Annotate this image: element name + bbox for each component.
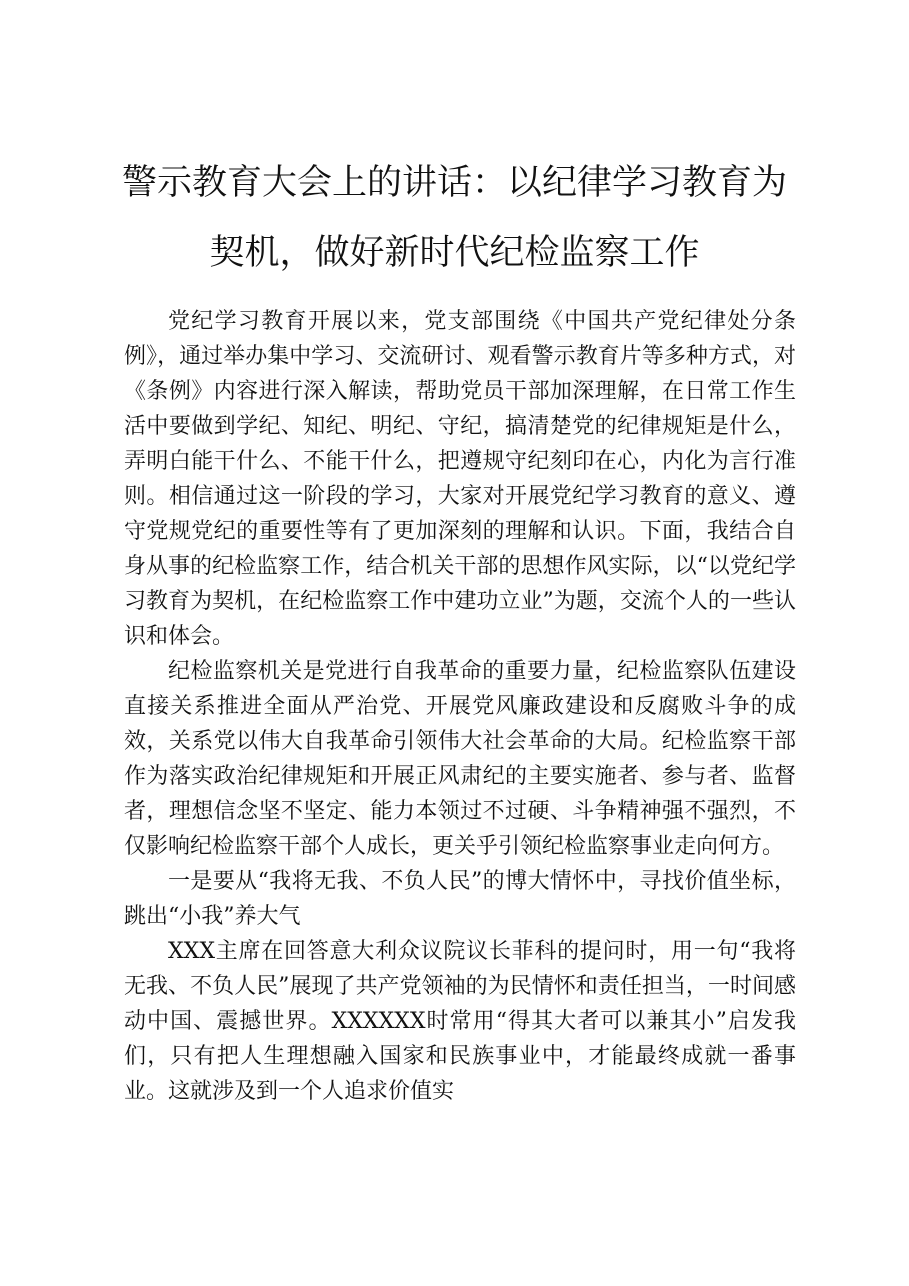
paragraph: 纪检监察机关是党进行自我革命的重要力量，纪检监察队伍建设直接关系推进全面从严治党、开展党风廉政建设和反腐败斗争的成效，关系党以伟大自我革命引领伟大社会革命的大局。纪检监察干部作为落实政治纪律规矩和开展正风肃纪的主要实施者、参与者、监督者，理想信念坚不坚定、能力本领过不过硬、斗争精神强不强烈，不仅影响纪检监察干部个人成长，更关乎引领纪检监察事业走向何方。: [124, 659, 796, 859]
paragraph: 党纪学习教育开展以来，党支部围绕《中国共产党纪律处分条例》，通过举办集中学习、交流研讨、观看警示教育片等多种方式，对《条例》内容进行深入解读，帮助党员干部加深理解，在日常工作生活中要做到学纪、知纪、明纪、守纪，搞清楚党的纪律规矩是什么，弄明白能干什么、不能干什么，把遵规守纪刻印在心，内化为言行准则。相信通过这一阶段的学习，大家对开展党纪学习教育的意义、遵守党规党纪的重要性等有了更加深刻的理解和认识。下面，我结合自身从事的纪检监察工作，结合机关干部的思想作风实际，以“以党纪学习教育为契机，在纪检监察工作中建功立业”为题，交流个人的一些认识和体会。: [124, 309, 796, 649]
section-heading: 一是要从“我将无我、不负人民”的博大情怀中，寻找价值坐标，跳出“小我”养大气: [124, 869, 796, 929]
paragraph: XXX主席在回答意大利众议院议长菲科的提问时，用一句“我将无我、不负人民”展现了共产党领袖的为民情怀和责任担当，一时间感动中国、震撼世界。XXXXXX时常用“得其大者可以兼其小”启发我们，只有把人生理想融入国家和民族事业中，才能最终成就一番事业。这就涉及到一个人追求价值实: [124, 939, 796, 1104]
document-body: [124, 304, 796, 1109]
document-title: 警示教育大会上的讲话：以纪律学习教育为契机，做好新时代纪检监察工作: [121, 163, 787, 273]
